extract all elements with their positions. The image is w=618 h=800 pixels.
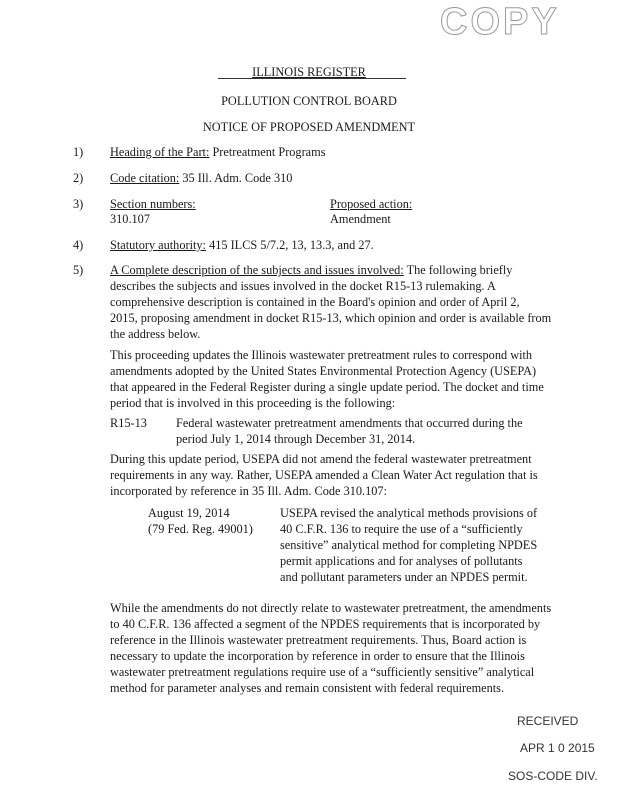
text-line: reference in the Illinois wastewater pretreatment requirements. Thus, Board action is [110,633,527,647]
text-line: wastewater pretreatment regulations require use of a “sufficiently sensitive” analytical [110,665,535,679]
text-line: While the amendments do not directly relate to wastewater pretreatment, the amendments [110,601,552,615]
text-line: comprehensive description is contained in the Board's opinion and order of April 2, [110,295,520,309]
item-number: 1) [73,145,84,159]
item-value: 35 Ill. Adm. Code 310 [182,171,293,185]
text-line: period July 1, 2014 through December 31, 2014. [176,432,416,446]
item-number: 3) [73,197,84,211]
text-line: describes the subjects and issues involved in the docket R15-13 rulemaking. A [110,279,496,293]
register-heading: ILLINOIS REGISTER [252,65,366,79]
docket-description [176,415,523,447]
item-value: Pretreatment Programs [212,145,326,159]
item-value: The following briefly [406,263,513,277]
item-description [110,262,512,278]
item-label: A Complete description of the subjects and issues involved: [110,263,404,277]
paragraph-conclusion [110,600,551,696]
item5-text [110,278,551,342]
item-number: 2) [73,171,84,185]
item-label: Statutory authority: [110,238,206,252]
text-line: 2015, proposing amendment in docket R15-13, which opinion and order is available from [110,311,552,325]
text-line: method for parameter analyses and remain consistent with federal requirements. [110,681,505,695]
text-line: amendments adopted by the United States Environmental Protection Agency (USEPA) [110,364,537,378]
paragraph-update-period [110,451,538,499]
text-line: requirements in any way. Rather, USEPA amended a Clean Water Act regulation that is [110,468,538,482]
amendment-date [148,505,253,537]
item-label: Code citation: [110,171,180,185]
item-number: 5) [73,263,84,277]
copy-stamp: COPY [440,1,560,43]
text-line: During this update period, USEPA did not amend the federal wastewater pretreatment [110,452,532,466]
text-line: sensitive” analytical method for completing NPDES [280,538,538,552]
text-line: Federal wastewater pretreatment amendments that occurred during the [176,416,523,430]
received-date: APR 1 0 2015 [520,741,595,755]
amendment-description [280,505,537,585]
paragraph-proceeding [110,347,544,411]
notice-heading: NOTICE OF PROPOSED AMENDMENT [202,120,416,134]
text-line: 40 C.F.R. 136 to require the use of a “sufficiently [280,522,523,536]
docket-id: R15-13 [110,416,147,430]
section-numbers-label: Section numbers: [110,197,196,211]
text-line: the address below. [110,327,201,341]
proposed-action-value: Amendment [330,212,391,226]
text-line: that appeared in the Federal Register during a single update period. The docket and time [110,380,544,394]
section-numbers-value: 310.107 [110,212,150,226]
proposed-action-label: Proposed action: [330,197,413,211]
item-heading [110,144,326,160]
amendment-date-text: August 19, 2014 [148,506,230,520]
text-line: incorporated by reference in 35 Ill. Adm. Code 310.107: [110,484,387,498]
item-number: 4) [73,238,84,252]
text-line: permit applications and for analyses of pollutants [280,554,523,568]
item-statutory-authority [110,237,374,253]
header-rule [218,78,406,79]
text-line: to 40 C.F.R. 136 affected a segment of the NPDES requirements that is incorporated by [110,617,541,631]
received-office: SOS-CODE DIV. [508,769,598,783]
item-value: 415 ILCS 5/7.2, 13, 13.3, and 27. [209,238,374,252]
text-line: period that is involved in this proceeding is the following: [110,396,396,410]
item-label: Heading of the Part: [110,145,210,159]
text-line: This proceeding updates the Illinois wastewater pretreatment rules to correspond with [110,348,533,362]
text-line: USEPA revised the analytical methods provisions of [280,506,538,520]
received-stamp: RECEIVED [517,714,579,728]
text-line: and pollutant parameters under an NPDES permit. [280,570,528,584]
amendment-citation: (79 Fed. Reg. 49001) [148,522,253,536]
item-code-citation [110,170,292,186]
board-heading: POLLUTION CONTROL BOARD [221,94,397,108]
text-line: necessary to update the incorporation by reference in order to ensure that the Illinois [110,649,525,663]
